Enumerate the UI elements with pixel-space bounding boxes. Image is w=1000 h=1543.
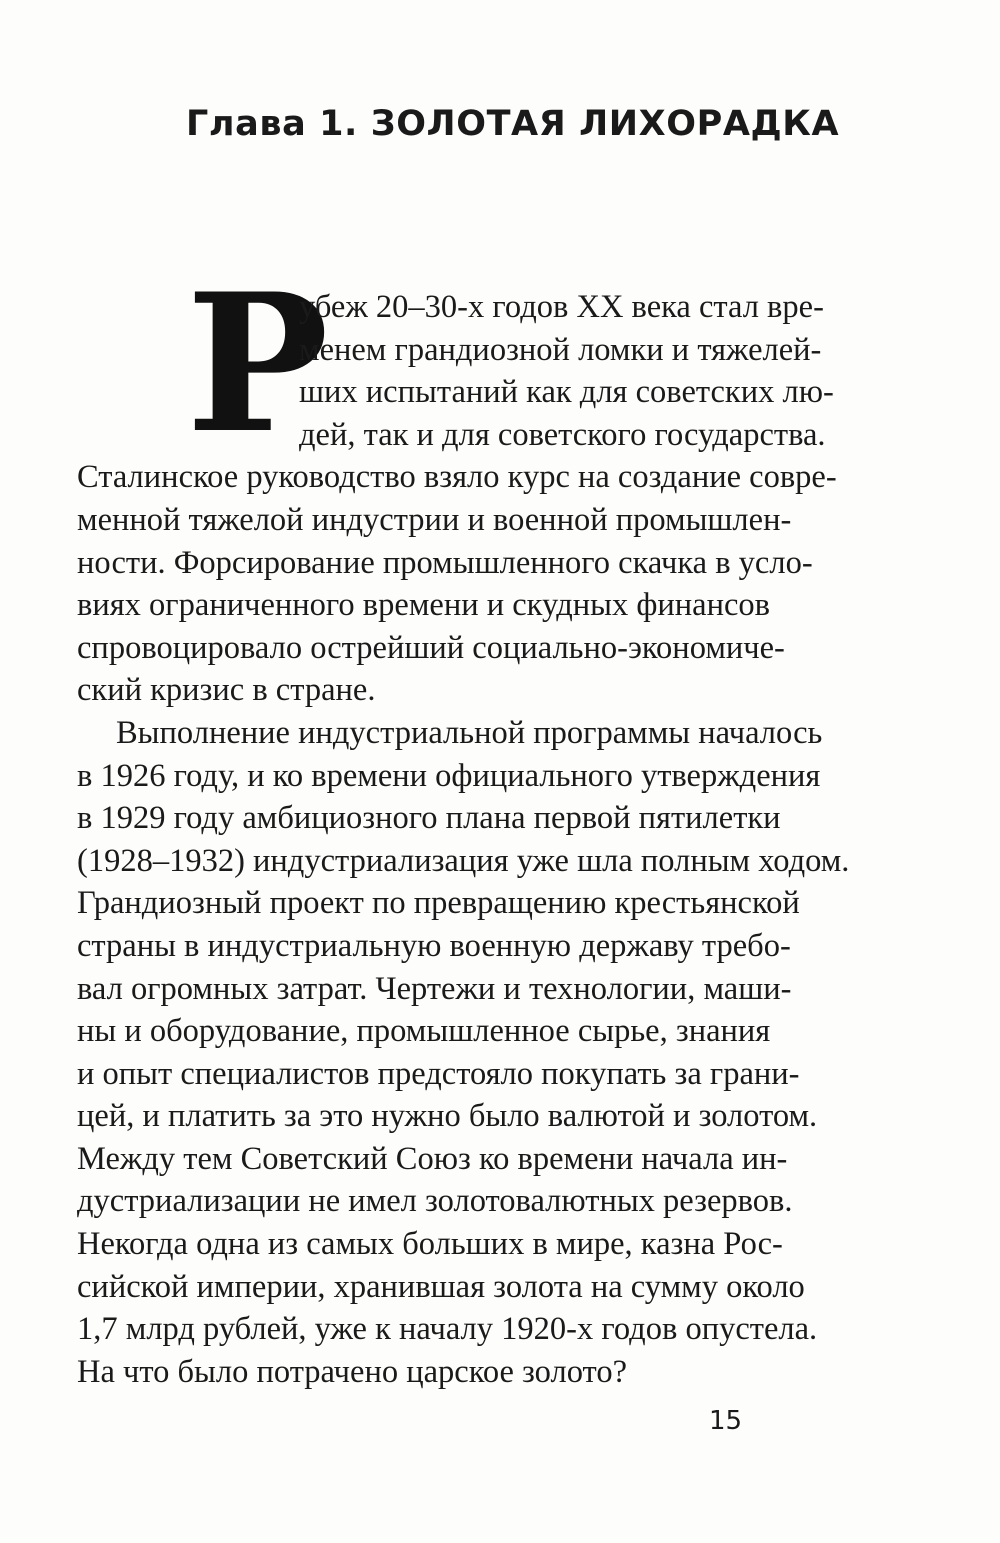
text-line: убеж 20–30-х годов XX века стал вре- — [299, 289, 824, 325]
text-line: менем грандиозной ломки и тяжелей- — [299, 331, 822, 368]
text-line: и опыт специалистов предстояло покупать за грани- — [77, 1055, 800, 1092]
text-line: страны в индустриальную военную державу требо- — [77, 927, 791, 964]
text-line: вал огромных затрат. Чертежи и технологии, маши- — [77, 970, 792, 1007]
text-line: менной тяжелой индустрии и военной промышлен- — [77, 501, 792, 538]
page-number: 15 — [709, 1406, 743, 1436]
text-line: ны и оборудование, промышленное сырье, знания — [77, 1013, 771, 1050]
body-text — [77, 252, 877, 1393]
text-line: спровоцировало острейший социально-экономиче- — [77, 629, 785, 666]
text-line: Некогда одна из самых больших в мире, казна Рос- — [77, 1226, 783, 1263]
text-line: Сталинское руководство взяло курс на создание совре- — [77, 459, 837, 496]
text-line: На что было потрачено царское золото? — [77, 1353, 627, 1390]
text-line: дустриализации не имел золотовалютных резервов. — [77, 1183, 793, 1220]
text-line: виях ограниченного времени и скудных финансов — [77, 587, 771, 624]
paragraph-2 — [77, 712, 877, 1394]
text-line: Грандиозный проект по превращению крестьянской — [77, 885, 800, 922]
text-line: ский кризис в стране. — [77, 672, 376, 709]
text-line: 1,7 млрд рублей, уже к началу 1920-х годов опустела. — [77, 1311, 818, 1348]
text-line: Выполнение индустриальной программы началось — [116, 714, 823, 751]
text-line: сийской империи, хранившая золота на сумму около — [77, 1268, 805, 1305]
text-line: Между тем Советский Союз ко времени начала ин- — [77, 1140, 788, 1177]
text-line: цей, и платить за это нужно было валютой и золотом. — [77, 1098, 818, 1135]
drop-cap: Р — [186, 252, 329, 475]
text-line: (1928–1932) индустриализация уже шла полным ходом. — [77, 842, 850, 879]
text-line: ности. Форсирование промышленного скачка в усло- — [77, 544, 813, 581]
text-line: ших испытаний как для советских лю- — [299, 374, 834, 411]
text-line: в 1929 году амбициозного плана первой пятилетки — [77, 800, 781, 837]
text-line: дей, так и для советского государства. — [299, 416, 826, 453]
chapter-title: Глава 1. ЗОЛОТАЯ ЛИХОРАДКА — [186, 104, 840, 144]
paragraph-1 — [77, 252, 877, 712]
text-line: в 1926 году, и ко времени официального утверждения — [77, 757, 821, 794]
